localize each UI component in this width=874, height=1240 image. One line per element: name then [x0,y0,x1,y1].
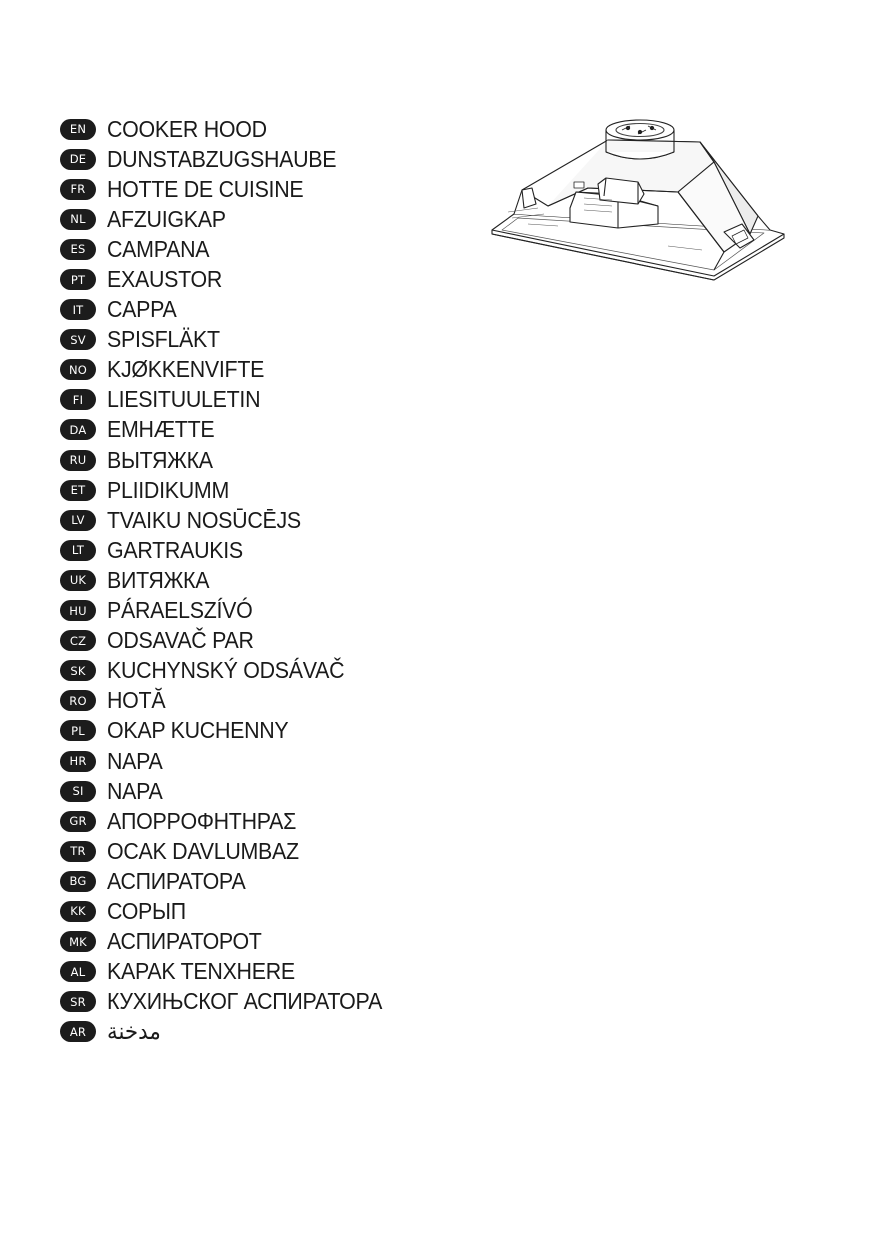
language-code-badge: NO [60,359,96,380]
language-title: HOTTE DE CUISINE [107,175,304,202]
language-row [60,445,480,475]
language-code-badge: EN [60,119,96,140]
language-row [60,746,480,776]
language-title: КУХИЊСКОГ АСПИРАТОРА [107,988,383,1015]
language-row [60,927,480,957]
language-code-badge: MK [60,931,96,952]
language-title: OKAP KUCHENNY [107,717,289,744]
language-code-badge: DA [60,419,96,440]
language-title: ВИТЯЖКА [107,566,210,593]
language-title: NAPA [107,747,163,774]
language-code-badge: AR [60,1021,96,1042]
language-row [60,234,480,264]
language-code-badge: SK [60,660,96,681]
language-row [60,716,480,746]
language-row [60,264,480,294]
language-row [60,596,480,626]
language-code-badge: SV [60,329,96,350]
language-title: АСПИРАТОРА [107,867,246,894]
cooker-hood-icon [488,112,788,282]
language-title: KJØKKENVIFTE [107,356,265,383]
language-title: CAMPANA [107,235,210,262]
language-title: CAPPA [107,296,177,323]
language-title: OCAK DAVLUMBAZ [107,837,299,864]
language-row [60,475,480,505]
language-title: GARTRAUKIS [107,536,243,563]
language-code-badge: PL [60,720,96,741]
language-row [60,1017,480,1047]
language-row [60,836,480,866]
cooker-hood-illustration [488,112,788,282]
language-row [60,686,480,716]
language-title: مدخنة [107,1018,161,1045]
language-title: ВЫТЯЖКА [107,446,213,473]
language-code-badge: UK [60,570,96,591]
language-code-badge: RO [60,690,96,711]
language-row [60,656,480,686]
language-code-badge: FI [60,389,96,410]
language-code-badge: RU [60,450,96,471]
language-row [60,987,480,1017]
language-row [60,385,480,415]
language-row [60,144,480,174]
language-code-badge: HR [60,751,96,772]
language-row [60,114,480,144]
language-code-badge: SI [60,781,96,802]
language-code-badge: LV [60,510,96,531]
language-row [60,295,480,325]
language-title: KUCHYNSKÝ ODSÁVAČ [107,657,345,684]
language-title: ΑΠΟΡΡΟΦΗΤΗΡΑΣ [107,807,297,834]
language-title: KAPAK TENXHERE [107,958,295,985]
language-title: NAPA [107,777,163,804]
language-title: EXAUSTOR [107,266,223,293]
language-code-badge: NL [60,209,96,230]
language-row [60,355,480,385]
language-row [60,204,480,234]
language-row [60,626,480,656]
language-title: PÁRAELSZÍVÓ [107,597,253,624]
language-row [60,565,480,595]
language-row [60,325,480,355]
language-row [60,866,480,896]
language-title: AFZUIGKAP [107,205,226,232]
language-code-badge: BG [60,871,96,892]
language-row [60,776,480,806]
language-row [60,535,480,565]
language-title: DUNSTABZUGSHAUBE [107,145,337,172]
language-title: COOKER HOOD [107,115,267,142]
language-title: СОРЫП [107,897,186,924]
language-code-badge: AL [60,961,96,982]
language-title: TVAIKU NOSŪCĒJS [107,506,301,533]
language-code-badge: SR [60,991,96,1012]
language-title: EMHÆTTE [107,416,215,443]
language-code-badge: ES [60,239,96,260]
language-row [60,957,480,987]
language-row [60,505,480,535]
language-code-badge: LT [60,540,96,561]
language-title: HOTĂ [107,687,166,714]
language-code-badge: DE [60,149,96,170]
language-code-badge: HU [60,600,96,621]
language-code-badge: ET [60,480,96,501]
language-title: LIESITUULETIN [107,386,261,413]
language-code-badge: PT [60,269,96,290]
language-title: АСПИРАТОРОТ [107,928,262,955]
language-code-badge: IT [60,299,96,320]
language-code-badge: CZ [60,630,96,651]
language-row [60,806,480,836]
language-code-badge: KK [60,901,96,922]
language-row [60,415,480,445]
language-row [60,896,480,926]
language-title: ODSAVAČ PAR [107,627,254,654]
language-code-badge: TR [60,841,96,862]
language-title: PLIIDIKUMM [107,476,230,503]
language-code-badge: FR [60,179,96,200]
language-row [60,174,480,204]
language-title: SPISFLÄKT [107,326,220,353]
language-code-badge: GR [60,811,96,832]
language-list [60,114,480,1047]
